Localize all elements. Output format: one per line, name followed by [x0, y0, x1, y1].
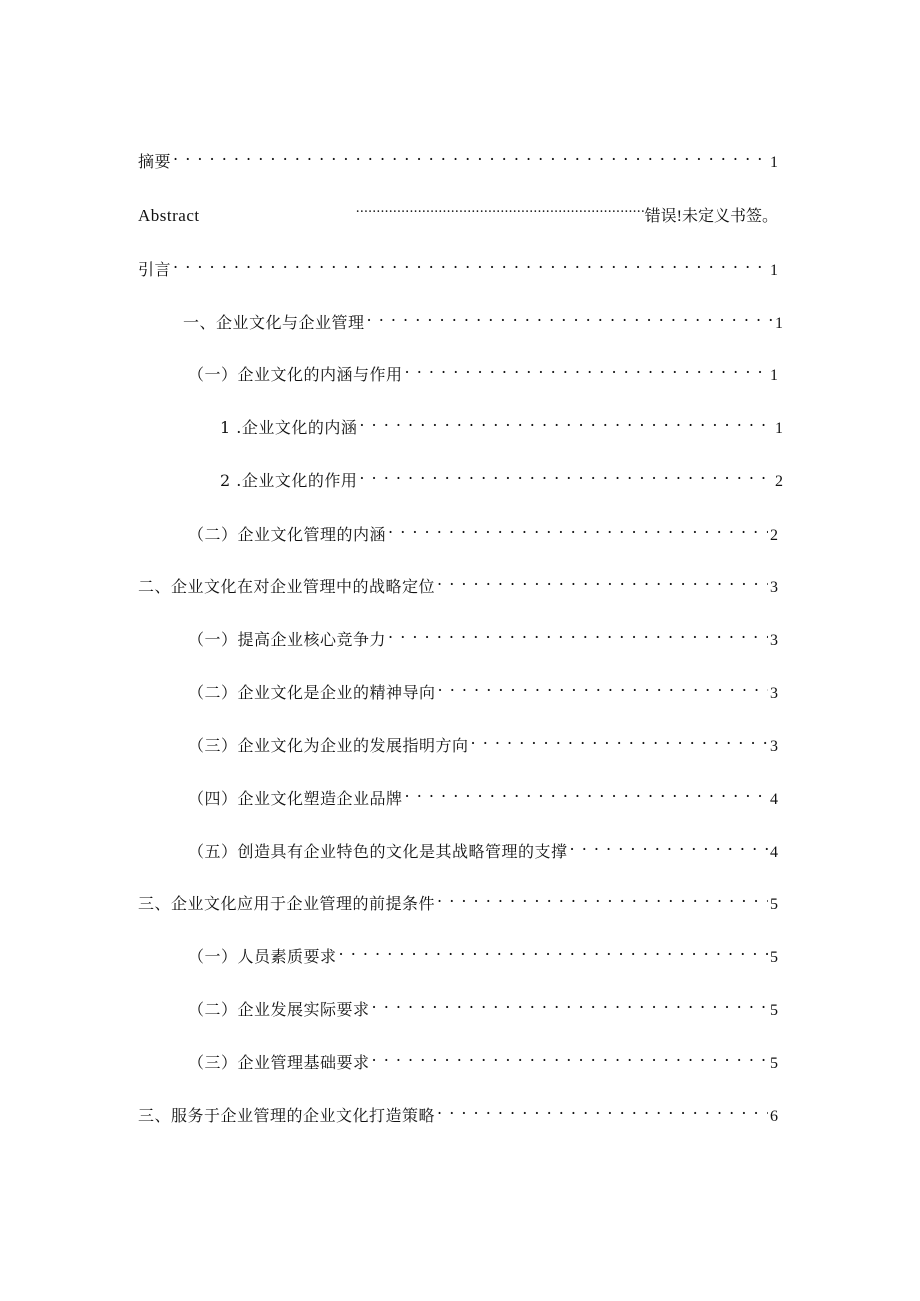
toc-entry-label: 一、企业文化与企业管理	[183, 313, 365, 332]
toc-entry-section-3-3[interactable]	[188, 1044, 778, 1072]
toc-page-number: 6	[770, 1108, 778, 1125]
toc-page-number: 2	[775, 473, 783, 490]
toc-dot-leader	[388, 516, 768, 540]
toc-entry-section-1[interactable]	[183, 304, 783, 332]
toc-entry-section-2-4[interactable]	[188, 780, 778, 808]
toc-entry-label: （三）企业文化为企业的发展指明方向	[188, 736, 469, 755]
toc-entry-section-2[interactable]	[138, 568, 778, 596]
toc-page-number: 1	[775, 420, 783, 437]
toc-page-number: 5	[770, 896, 778, 913]
toc-page-number: 5	[770, 949, 778, 966]
toc-entry-label: （二）企业发展实际要求	[188, 1000, 370, 1019]
toc-page-number: 1	[770, 367, 778, 384]
toc-page-number: 1	[770, 262, 778, 279]
toc-dot-leader	[388, 621, 768, 645]
toc-dot-leader	[173, 251, 768, 275]
toc-page-number: 2	[770, 527, 778, 544]
toc-dot-leader	[570, 833, 768, 857]
toc-entry-label: （五）创造具有企业特色的文化是其战略管理的支撑	[188, 842, 568, 861]
toc-entry-abstract-cn[interactable]	[138, 143, 778, 171]
toc-dot-leader	[372, 991, 768, 1015]
toc-entry-section-3-2[interactable]	[188, 991, 778, 1019]
toc-entry-label: Abstract	[138, 206, 200, 225]
toc-entry-label: （二）企业文化管理的内涵	[188, 525, 387, 544]
toc-entry-label: （三）企业管理基础要求	[188, 1053, 370, 1072]
toc-entry-label: （一）提高企业核心竞争力	[188, 630, 387, 649]
toc-dot-leader	[405, 780, 768, 804]
toc-entry-section-3-1[interactable]	[188, 938, 778, 966]
toc-entry-section-1-2[interactable]	[188, 516, 778, 544]
toc-page-number: 4	[770, 791, 778, 808]
toc-dot-leader	[339, 938, 768, 962]
toc-page-number: 5	[770, 1002, 778, 1019]
toc-entry-label: 三、企业文化应用于企业管理的前提条件	[138, 894, 436, 913]
toc-entry-section-1-1[interactable]	[188, 356, 778, 384]
toc-entry-label: 2 .企业文化的作用	[220, 471, 358, 490]
toc-page-error: 错误!未定义书签。	[644, 208, 778, 225]
toc-dot-leader	[372, 1044, 768, 1068]
toc-entry-label: 三、服务于企业管理的企业文化打造策略	[138, 1106, 436, 1125]
toc-entry-label: （一）人员素质要求	[188, 947, 337, 966]
toc-dot-leader	[359, 409, 773, 433]
toc-page-number: 3	[770, 579, 778, 596]
toc-dot-leader	[173, 143, 768, 167]
toc-entry-label: （一）企业文化的内涵与作用	[188, 365, 403, 384]
toc-page-number: 1	[770, 154, 778, 171]
toc-entry-label: 摘要	[138, 152, 172, 171]
toc-page-number: 5	[770, 1055, 778, 1072]
toc-page-number: 3	[770, 738, 778, 755]
toc-entry-label: 1 .企业文化的内涵	[220, 418, 358, 437]
toc-entry-abstract-en[interactable]	[138, 197, 778, 225]
toc-entry-label: （二）企业文化是企业的精神导向	[188, 683, 436, 702]
toc-dot-leader	[437, 1097, 768, 1121]
toc-dot-leader	[471, 727, 768, 751]
toc-entry-section-2-1[interactable]	[188, 621, 778, 649]
toc-dot-leader	[367, 304, 773, 328]
toc-entry-label: （四）企业文化塑造企业品牌	[188, 789, 403, 808]
toc-page-number: 3	[770, 632, 778, 649]
toc-dot-leader	[437, 885, 768, 909]
toc-dot-leader	[356, 197, 645, 221]
toc-entry-section-2-3[interactable]	[188, 727, 778, 755]
toc-dot-leader	[359, 462, 773, 486]
toc-entry-section-1-1-2[interactable]	[220, 462, 783, 490]
toc-entry-label: 引言	[138, 260, 172, 279]
toc-page-number: 4	[770, 844, 778, 861]
toc-entry-section-4[interactable]	[138, 1097, 778, 1125]
toc-entry-section-1-1-1[interactable]	[220, 409, 783, 437]
toc-dot-leader	[438, 674, 768, 698]
toc-dot-leader	[437, 568, 768, 592]
toc-entry-label: 二、企业文化在对企业管理中的战略定位	[138, 577, 436, 596]
toc-dot-leader	[405, 356, 768, 380]
toc-entry-introduction[interactable]	[138, 251, 778, 279]
toc-page-number: 3	[770, 685, 778, 702]
toc-entry-section-2-2[interactable]	[188, 674, 778, 702]
toc-entry-section-2-5[interactable]	[188, 833, 778, 861]
toc-entry-section-3[interactable]	[138, 885, 778, 913]
toc-page-number: 1	[775, 315, 783, 332]
